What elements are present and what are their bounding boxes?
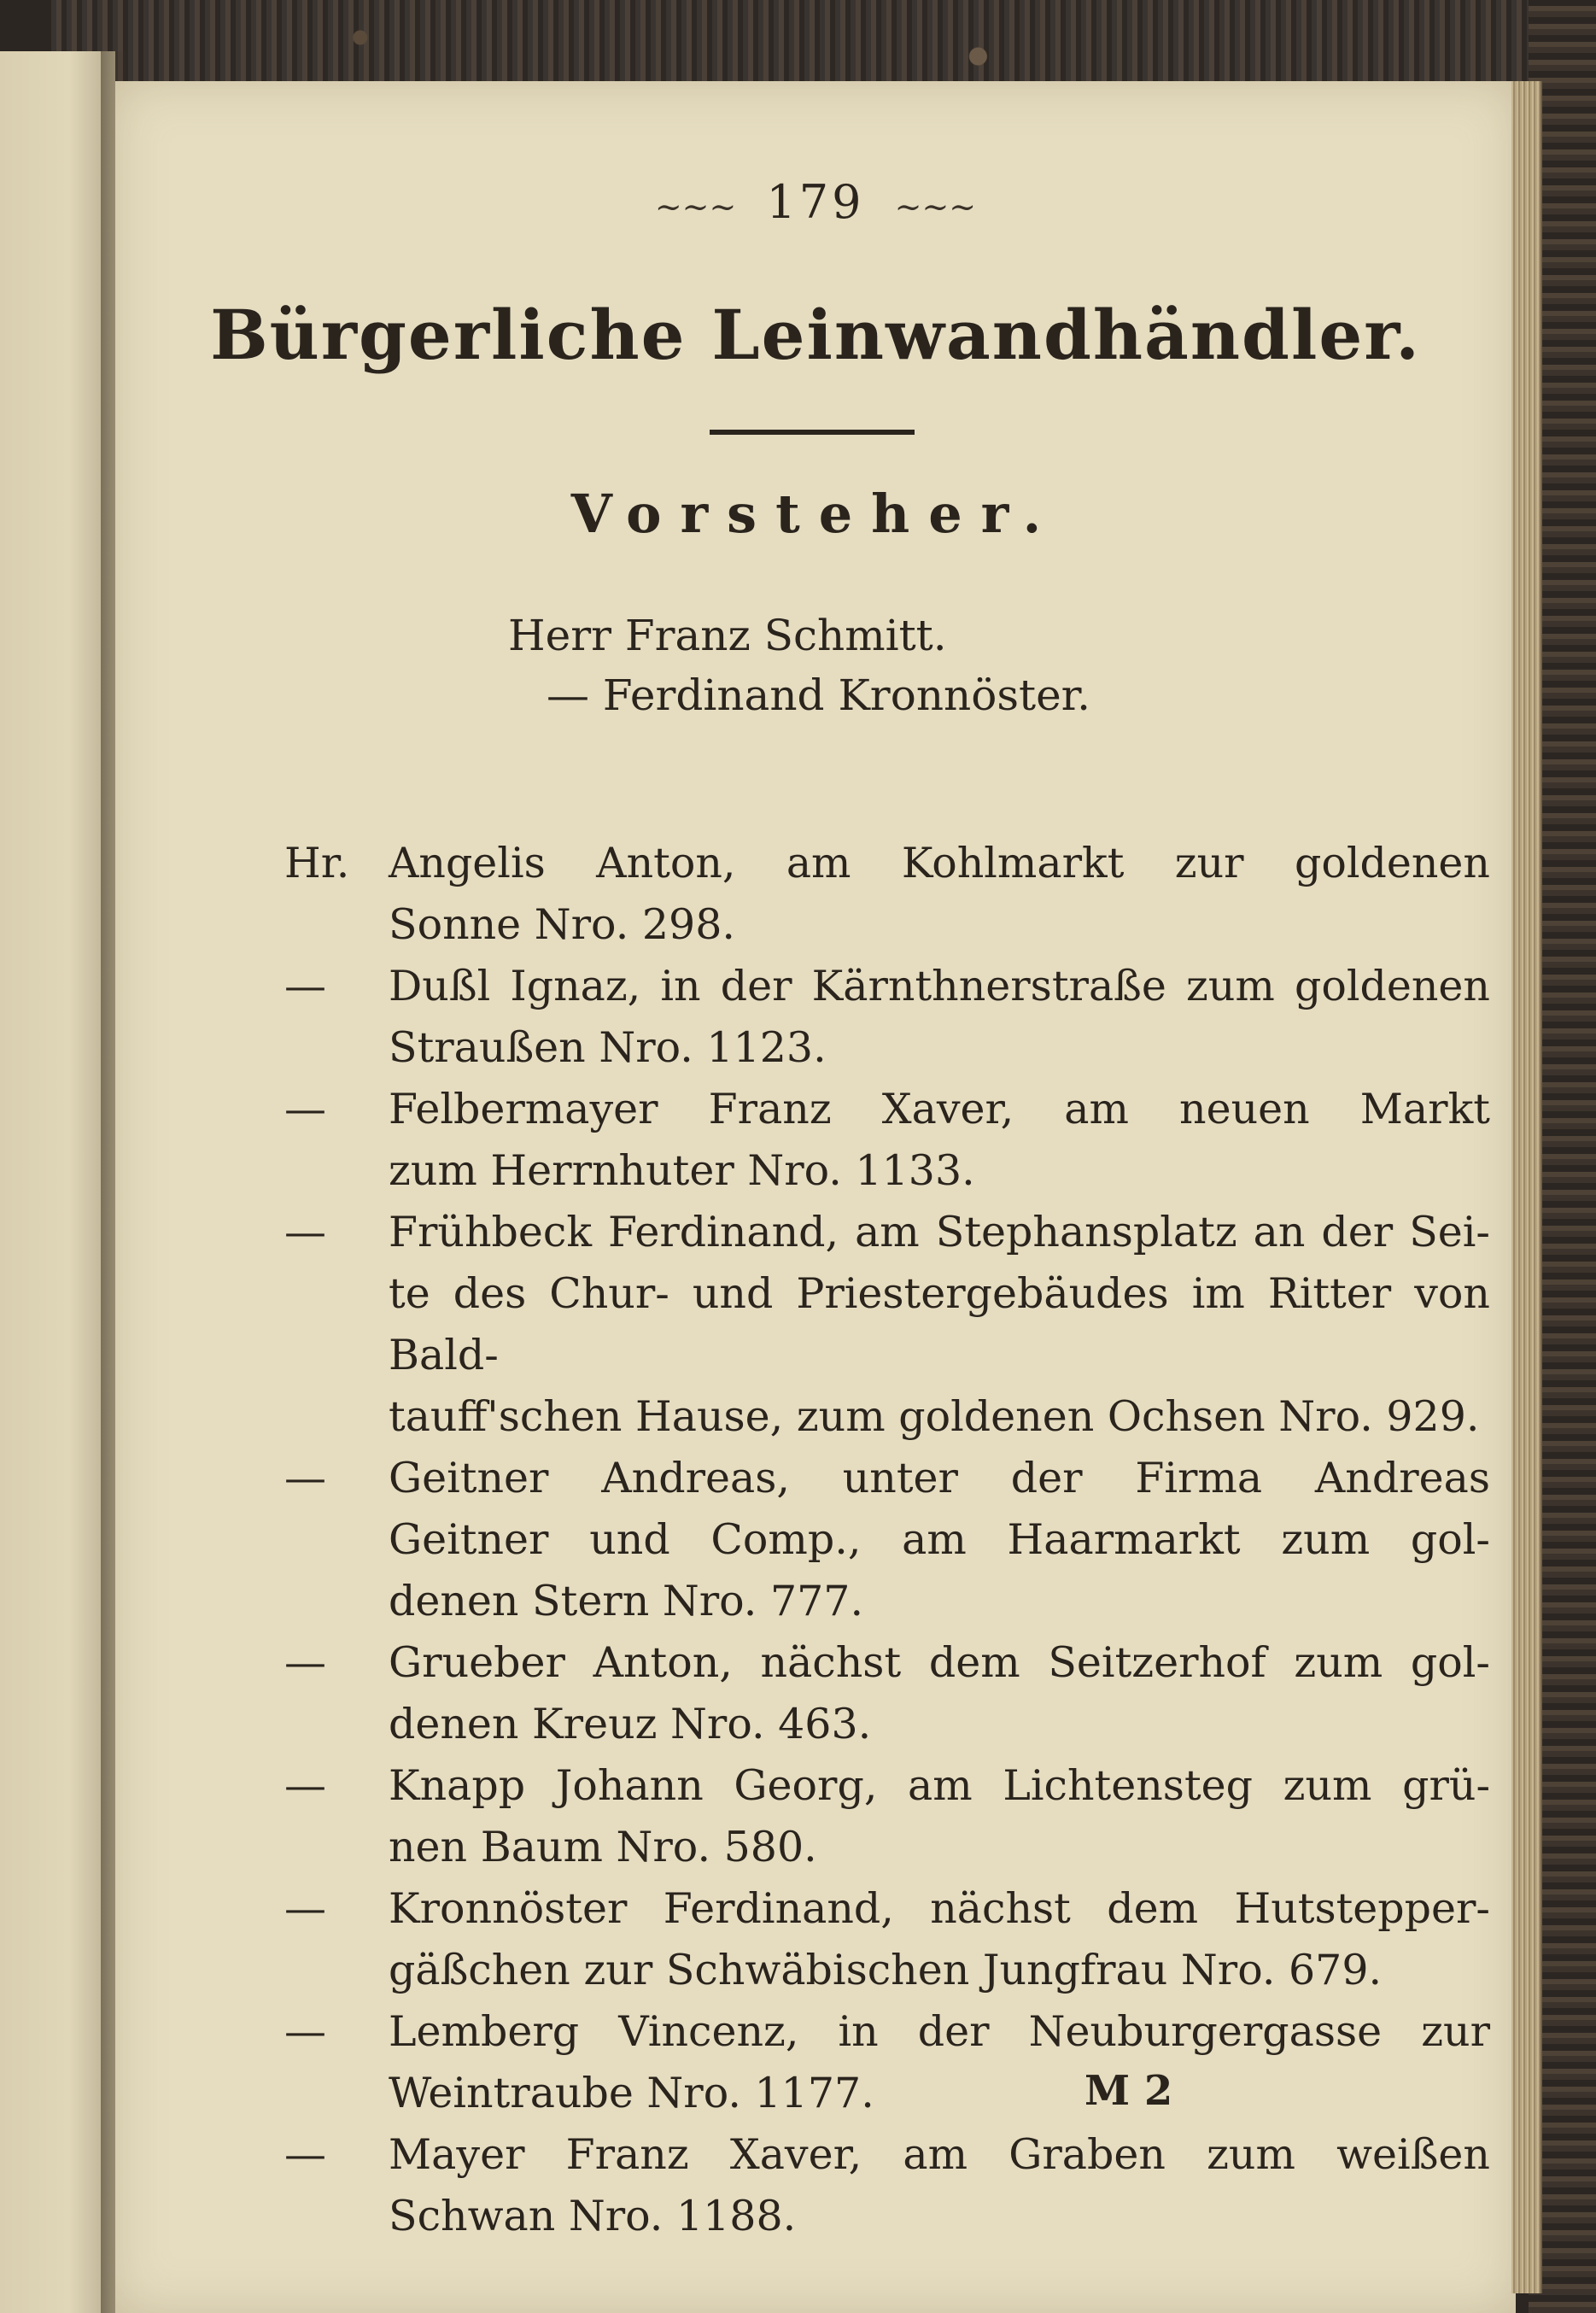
ornament-right: ~~~ <box>894 188 977 225</box>
book-page <box>115 81 1516 2313</box>
entry-lead: — <box>284 1085 326 1133</box>
entry-lead: — <box>284 1638 326 1687</box>
entry-line: Weintraube Nro. 1177. <box>389 2069 874 2117</box>
entry-line: zum Herrnhuter Nro. 1133. <box>389 1146 975 1195</box>
entry-line: Grueber Anton, nächst dem Seitzerhof zum gol- <box>389 1638 1490 1687</box>
merchant-list <box>286 833 1490 2247</box>
entry-lead: — <box>284 1454 326 1502</box>
signature-mark: M 2 <box>1084 2067 1173 2115</box>
entry-line: Mayer Franz Xaver, am Graben zum weißen <box>389 2130 1490 2179</box>
entry-line: gäßchen zur Schwäbischen Jungfrau Nro. 679. <box>389 1946 1383 1994</box>
entry-line: Knapp Johann Georg, am Lichtensteg zum grü- <box>389 1761 1490 1810</box>
entry-line: nen Baum Nro. 580. <box>389 1823 817 1871</box>
entry-lead: — <box>284 1884 326 1933</box>
entry-lead: — <box>284 962 326 1010</box>
officer-line: — Ferdinand Kronnöster. <box>547 670 1090 720</box>
entry-line: Sonne Nro. 298. <box>389 900 735 949</box>
entry-line: Angelis Anton, am Kohlmarkt zur goldenen <box>389 839 1490 887</box>
list-item <box>286 1202 1490 1448</box>
list-item <box>286 1878 1490 2001</box>
entry-lead: — <box>284 1208 326 1256</box>
left-page-edge <box>0 51 115 2313</box>
list-item <box>286 1632 1490 1755</box>
list-item <box>286 1079 1490 1202</box>
page-number: 179 <box>766 175 865 229</box>
entry-lead: — <box>284 2007 326 2056</box>
officer-line: Herr Franz Schmitt. <box>508 611 947 660</box>
entry-line: Kronnöster Ferdinand, nächst dem Hutstepper- <box>389 1884 1490 1933</box>
entry-line: Geitner und Comp., am Haarmarkt zum gol- <box>389 1515 1490 1564</box>
page-title: Bürgerliche Leinwandhändler. <box>210 295 1421 375</box>
title-rule <box>710 430 915 435</box>
entry-lead: — <box>284 2130 326 2179</box>
list-item <box>286 956 1490 1079</box>
entry-line: Felbermayer Franz Xaver, am neuen Markt <box>389 1085 1490 1133</box>
section-heading: Vorsteher. <box>570 483 1061 545</box>
entry-line: denen Stern Nro. 777. <box>389 1577 864 1625</box>
list-item <box>286 833 1490 956</box>
page-header <box>115 175 1516 229</box>
list-item <box>286 1448 1490 1632</box>
book-cover-top-edge <box>51 0 1596 94</box>
entry-lead: — <box>284 1761 326 1810</box>
entry-line: Schwan Nro. 1188. <box>389 2192 797 2240</box>
entry-line: denen Kreuz Nro. 463. <box>389 1700 872 1748</box>
entry-line: Dußl Ignaz, in der Kärnthnerstraße zum goldenen <box>389 962 1490 1010</box>
entry-line: te des Chur- und Priestergebäudes im Ritter von Bald- <box>389 1269 1490 1379</box>
entry-line: Geitner Andreas, unter der Firma Andreas <box>389 1454 1490 1502</box>
ornament-left: ~~~ <box>654 188 737 225</box>
entry-line: Lemberg Vincenz, in der Neuburgergasse zur <box>389 2007 1490 2056</box>
list-item <box>286 2001 1490 2124</box>
list-item <box>286 2124 1490 2247</box>
entry-line: tauff'schen Hause, zum goldenen Ochsen Nro. 929. <box>389 1392 1480 1441</box>
list-item <box>286 1755 1490 1878</box>
entry-lead: Hr. <box>284 839 350 887</box>
entry-line: Straußen Nro. 1123. <box>389 1023 827 1072</box>
page-stack-edge <box>1511 81 1542 2293</box>
entry-line: Frühbeck Ferdinand, am Stephansplatz an der Sei- <box>389 1208 1490 1256</box>
